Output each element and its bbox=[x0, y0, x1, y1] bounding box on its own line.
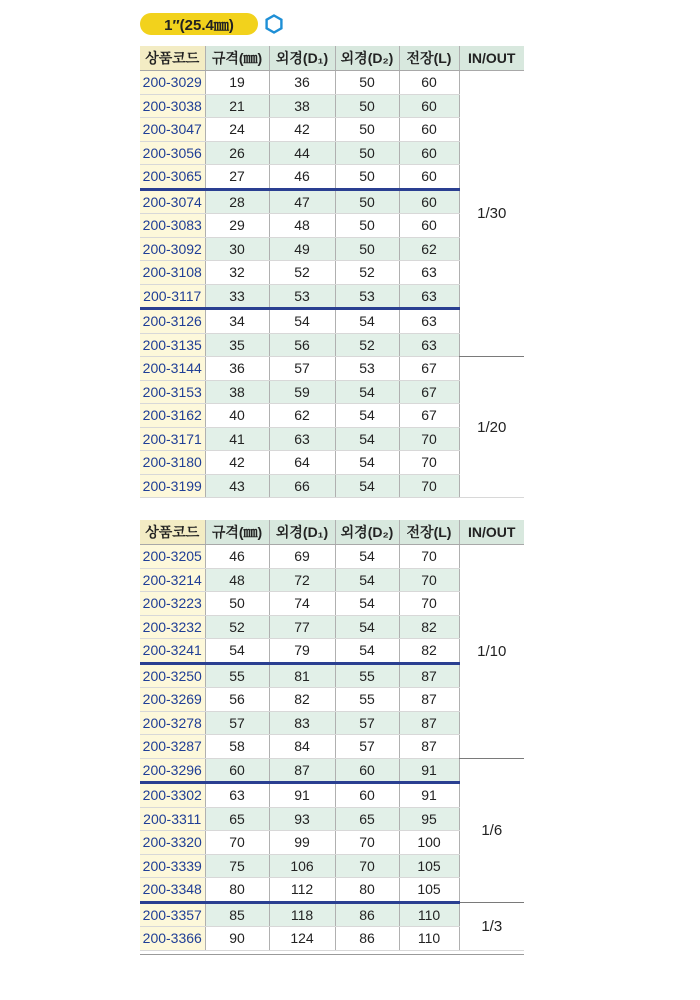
product-code-cell: 200-3056 bbox=[140, 141, 205, 165]
size-cell: 48 bbox=[205, 568, 269, 592]
table-row bbox=[140, 545, 524, 569]
outer-d1-cell: 44 bbox=[269, 141, 335, 165]
product-code-cell: 200-3153 bbox=[140, 380, 205, 404]
hexagon-socket-icon bbox=[264, 14, 284, 34]
length-cell: 91 bbox=[399, 783, 459, 808]
length-cell: 82 bbox=[399, 639, 459, 664]
length-cell: 63 bbox=[399, 284, 459, 309]
in-out-ratio-cell: 1/20 bbox=[459, 357, 524, 498]
size-cell: 33 bbox=[205, 284, 269, 309]
product-code-cell: 200-3278 bbox=[140, 711, 205, 735]
product-code-cell: 200-3366 bbox=[140, 927, 205, 951]
outer-d2-cell: 50 bbox=[335, 118, 399, 142]
product-code-cell: 200-3348 bbox=[140, 878, 205, 903]
product-code-cell: 200-3339 bbox=[140, 854, 205, 878]
product-code-cell: 200-3144 bbox=[140, 357, 205, 381]
table-header-row bbox=[140, 46, 524, 71]
outer-d1-cell: 84 bbox=[269, 735, 335, 759]
outer-d1-cell: 106 bbox=[269, 854, 335, 878]
length-cell: 70 bbox=[399, 592, 459, 616]
header-in-out: IN/OUT bbox=[459, 46, 524, 71]
size-cell: 27 bbox=[205, 165, 269, 190]
size-cell: 28 bbox=[205, 189, 269, 214]
outer-d2-cell: 50 bbox=[335, 214, 399, 238]
length-cell: 67 bbox=[399, 357, 459, 381]
outer-d2-cell: 54 bbox=[335, 592, 399, 616]
outer-d1-cell: 64 bbox=[269, 451, 335, 475]
size-cell: 58 bbox=[205, 735, 269, 759]
length-cell: 60 bbox=[399, 189, 459, 214]
length-cell: 105 bbox=[399, 854, 459, 878]
header-outer-d2: 외경(D₂) bbox=[335, 520, 399, 545]
product-code-cell: 200-3320 bbox=[140, 831, 205, 855]
outer-d2-cell: 70 bbox=[335, 831, 399, 855]
outer-d2-cell: 54 bbox=[335, 380, 399, 404]
size-cell: 46 bbox=[205, 545, 269, 569]
outer-d2-cell: 50 bbox=[335, 141, 399, 165]
outer-d1-cell: 47 bbox=[269, 189, 335, 214]
length-cell: 82 bbox=[399, 615, 459, 639]
outer-d2-cell: 53 bbox=[335, 284, 399, 309]
outer-d2-cell: 80 bbox=[335, 878, 399, 903]
outer-d2-cell: 55 bbox=[335, 688, 399, 712]
size-cell: 42 bbox=[205, 451, 269, 475]
size-cell: 60 bbox=[205, 758, 269, 783]
size-cell: 54 bbox=[205, 639, 269, 664]
outer-d1-cell: 36 bbox=[269, 71, 335, 95]
header-length: 전장(L) bbox=[399, 46, 459, 71]
product-code-cell: 200-3357 bbox=[140, 902, 205, 927]
outer-d2-cell: 54 bbox=[335, 639, 399, 664]
outer-d1-cell: 74 bbox=[269, 592, 335, 616]
outer-d2-cell: 86 bbox=[335, 927, 399, 951]
size-cell: 21 bbox=[205, 94, 269, 118]
outer-d1-cell: 83 bbox=[269, 711, 335, 735]
table-bottom-rule bbox=[140, 954, 524, 955]
length-cell: 110 bbox=[399, 902, 459, 927]
header-product-code: 상품코드 bbox=[140, 46, 205, 71]
table-row bbox=[140, 71, 524, 95]
size-cell: 29 bbox=[205, 214, 269, 238]
outer-d1-cell: 56 bbox=[269, 333, 335, 357]
outer-d2-cell: 86 bbox=[335, 902, 399, 927]
outer-d1-cell: 38 bbox=[269, 94, 335, 118]
product-code-cell: 200-3250 bbox=[140, 663, 205, 688]
outer-d1-cell: 42 bbox=[269, 118, 335, 142]
product-code-cell: 200-3029 bbox=[140, 71, 205, 95]
length-cell: 60 bbox=[399, 214, 459, 238]
outer-d1-cell: 63 bbox=[269, 427, 335, 451]
header-product-code: 상품코드 bbox=[140, 520, 205, 545]
product-code-cell: 200-3180 bbox=[140, 451, 205, 475]
length-cell: 60 bbox=[399, 141, 459, 165]
in-out-ratio-cell: 1/3 bbox=[459, 902, 524, 950]
product-code-cell: 200-3287 bbox=[140, 735, 205, 759]
product-code-cell: 200-3223 bbox=[140, 592, 205, 616]
outer-d1-cell: 66 bbox=[269, 474, 335, 498]
outer-d2-cell: 52 bbox=[335, 261, 399, 285]
outer-d2-cell: 50 bbox=[335, 189, 399, 214]
outer-d2-cell: 54 bbox=[335, 568, 399, 592]
product-code-cell: 200-3135 bbox=[140, 333, 205, 357]
length-cell: 70 bbox=[399, 568, 459, 592]
length-cell: 91 bbox=[399, 758, 459, 783]
outer-d1-cell: 59 bbox=[269, 380, 335, 404]
product-code-cell: 200-3269 bbox=[140, 688, 205, 712]
size-cell: 30 bbox=[205, 237, 269, 261]
outer-d2-cell: 54 bbox=[335, 404, 399, 428]
size-cell: 85 bbox=[205, 902, 269, 927]
product-code-cell: 200-3038 bbox=[140, 94, 205, 118]
size-cell: 50 bbox=[205, 592, 269, 616]
outer-d1-cell: 112 bbox=[269, 878, 335, 903]
length-cell: 60 bbox=[399, 94, 459, 118]
title-bar bbox=[140, 12, 284, 36]
size-cell: 75 bbox=[205, 854, 269, 878]
size-cell: 34 bbox=[205, 309, 269, 334]
outer-d1-cell: 82 bbox=[269, 688, 335, 712]
outer-d2-cell: 52 bbox=[335, 333, 399, 357]
product-code-cell: 200-3083 bbox=[140, 214, 205, 238]
outer-d1-cell: 99 bbox=[269, 831, 335, 855]
outer-d1-cell: 49 bbox=[269, 237, 335, 261]
product-code-cell: 200-3205 bbox=[140, 545, 205, 569]
size-cell: 65 bbox=[205, 807, 269, 831]
size-cell: 43 bbox=[205, 474, 269, 498]
size-cell: 36 bbox=[205, 357, 269, 381]
length-cell: 87 bbox=[399, 663, 459, 688]
header-length: 전장(L) bbox=[399, 520, 459, 545]
header-size: 규격(㎜) bbox=[205, 46, 269, 71]
outer-d1-cell: 87 bbox=[269, 758, 335, 783]
table-row bbox=[140, 357, 524, 381]
header-outer-d1: 외경(D₁) bbox=[269, 46, 335, 71]
outer-d1-cell: 54 bbox=[269, 309, 335, 334]
product-code-cell: 200-3117 bbox=[140, 284, 205, 309]
outer-d2-cell: 54 bbox=[335, 309, 399, 334]
outer-d2-cell: 54 bbox=[335, 615, 399, 639]
in-out-ratio-cell: 1/30 bbox=[459, 71, 524, 357]
header-size: 규격(㎜) bbox=[205, 520, 269, 545]
product-code-cell: 200-3092 bbox=[140, 237, 205, 261]
size-cell: 55 bbox=[205, 663, 269, 688]
outer-d1-cell: 118 bbox=[269, 902, 335, 927]
outer-d2-cell: 55 bbox=[335, 663, 399, 688]
length-cell: 60 bbox=[399, 118, 459, 142]
outer-d2-cell: 50 bbox=[335, 237, 399, 261]
title-label: 1″(25.4㎜) bbox=[140, 13, 258, 35]
product-code-cell: 200-3296 bbox=[140, 758, 205, 783]
outer-d2-cell: 54 bbox=[335, 474, 399, 498]
outer-d2-cell: 70 bbox=[335, 854, 399, 878]
outer-d2-cell: 60 bbox=[335, 758, 399, 783]
size-cell: 70 bbox=[205, 831, 269, 855]
in-out-ratio-cell: 1/6 bbox=[459, 758, 524, 902]
size-cell: 32 bbox=[205, 261, 269, 285]
product-code-cell: 200-3126 bbox=[140, 309, 205, 334]
length-cell: 100 bbox=[399, 831, 459, 855]
outer-d2-cell: 53 bbox=[335, 357, 399, 381]
length-cell: 60 bbox=[399, 71, 459, 95]
size-cell: 26 bbox=[205, 141, 269, 165]
outer-d1-cell: 72 bbox=[269, 568, 335, 592]
table-header-row bbox=[140, 520, 524, 545]
outer-d1-cell: 53 bbox=[269, 284, 335, 309]
outer-d1-cell: 69 bbox=[269, 545, 335, 569]
length-cell: 67 bbox=[399, 404, 459, 428]
header-outer-d1: 외경(D₁) bbox=[269, 520, 335, 545]
length-cell: 110 bbox=[399, 927, 459, 951]
header-in-out: IN/OUT bbox=[459, 520, 524, 545]
outer-d2-cell: 54 bbox=[335, 545, 399, 569]
outer-d1-cell: 91 bbox=[269, 783, 335, 808]
outer-d2-cell: 54 bbox=[335, 427, 399, 451]
outer-d1-cell: 46 bbox=[269, 165, 335, 190]
length-cell: 63 bbox=[399, 333, 459, 357]
size-cell: 41 bbox=[205, 427, 269, 451]
outer-d2-cell: 65 bbox=[335, 807, 399, 831]
header-outer-d2: 외경(D₂) bbox=[335, 46, 399, 71]
length-cell: 60 bbox=[399, 165, 459, 190]
size-cell: 24 bbox=[205, 118, 269, 142]
length-cell: 62 bbox=[399, 237, 459, 261]
length-cell: 95 bbox=[399, 807, 459, 831]
size-cell: 63 bbox=[205, 783, 269, 808]
size-cell: 56 bbox=[205, 688, 269, 712]
product-code-cell: 200-3302 bbox=[140, 783, 205, 808]
length-cell: 70 bbox=[399, 545, 459, 569]
size-cell: 40 bbox=[205, 404, 269, 428]
length-cell: 105 bbox=[399, 878, 459, 903]
in-out-ratio-cell: 1/10 bbox=[459, 545, 524, 759]
product-code-cell: 200-3199 bbox=[140, 474, 205, 498]
product-code-cell: 200-3065 bbox=[140, 165, 205, 190]
length-cell: 70 bbox=[399, 427, 459, 451]
outer-d2-cell: 50 bbox=[335, 94, 399, 118]
product-code-cell: 200-3214 bbox=[140, 568, 205, 592]
length-cell: 63 bbox=[399, 309, 459, 334]
size-cell: 52 bbox=[205, 615, 269, 639]
product-code-cell: 200-3074 bbox=[140, 189, 205, 214]
outer-d2-cell: 50 bbox=[335, 71, 399, 95]
outer-d1-cell: 124 bbox=[269, 927, 335, 951]
product-code-cell: 200-3047 bbox=[140, 118, 205, 142]
outer-d1-cell: 48 bbox=[269, 214, 335, 238]
outer-d2-cell: 54 bbox=[335, 451, 399, 475]
product-code-cell: 200-3162 bbox=[140, 404, 205, 428]
outer-d1-cell: 52 bbox=[269, 261, 335, 285]
size-cell: 19 bbox=[205, 71, 269, 95]
size-cell: 35 bbox=[205, 333, 269, 357]
spec-table-2 bbox=[140, 520, 524, 951]
length-cell: 87 bbox=[399, 735, 459, 759]
product-code-cell: 200-3171 bbox=[140, 427, 205, 451]
product-code-cell: 200-3108 bbox=[140, 261, 205, 285]
length-cell: 87 bbox=[399, 711, 459, 735]
outer-d1-cell: 79 bbox=[269, 639, 335, 664]
size-cell: 90 bbox=[205, 927, 269, 951]
length-cell: 63 bbox=[399, 261, 459, 285]
product-code-cell: 200-3311 bbox=[140, 807, 205, 831]
table-row bbox=[140, 902, 524, 927]
length-cell: 67 bbox=[399, 380, 459, 404]
product-code-cell: 200-3241 bbox=[140, 639, 205, 664]
product-code-cell: 200-3232 bbox=[140, 615, 205, 639]
size-cell: 80 bbox=[205, 878, 269, 903]
table-row bbox=[140, 758, 524, 783]
outer-d1-cell: 62 bbox=[269, 404, 335, 428]
outer-d2-cell: 57 bbox=[335, 711, 399, 735]
length-cell: 87 bbox=[399, 688, 459, 712]
outer-d1-cell: 57 bbox=[269, 357, 335, 381]
outer-d1-cell: 81 bbox=[269, 663, 335, 688]
outer-d2-cell: 60 bbox=[335, 783, 399, 808]
outer-d1-cell: 93 bbox=[269, 807, 335, 831]
outer-d2-cell: 50 bbox=[335, 165, 399, 190]
size-cell: 57 bbox=[205, 711, 269, 735]
size-cell: 38 bbox=[205, 380, 269, 404]
outer-d2-cell: 57 bbox=[335, 735, 399, 759]
spec-table-1 bbox=[140, 46, 524, 498]
length-cell: 70 bbox=[399, 474, 459, 498]
length-cell: 70 bbox=[399, 451, 459, 475]
outer-d1-cell: 77 bbox=[269, 615, 335, 639]
